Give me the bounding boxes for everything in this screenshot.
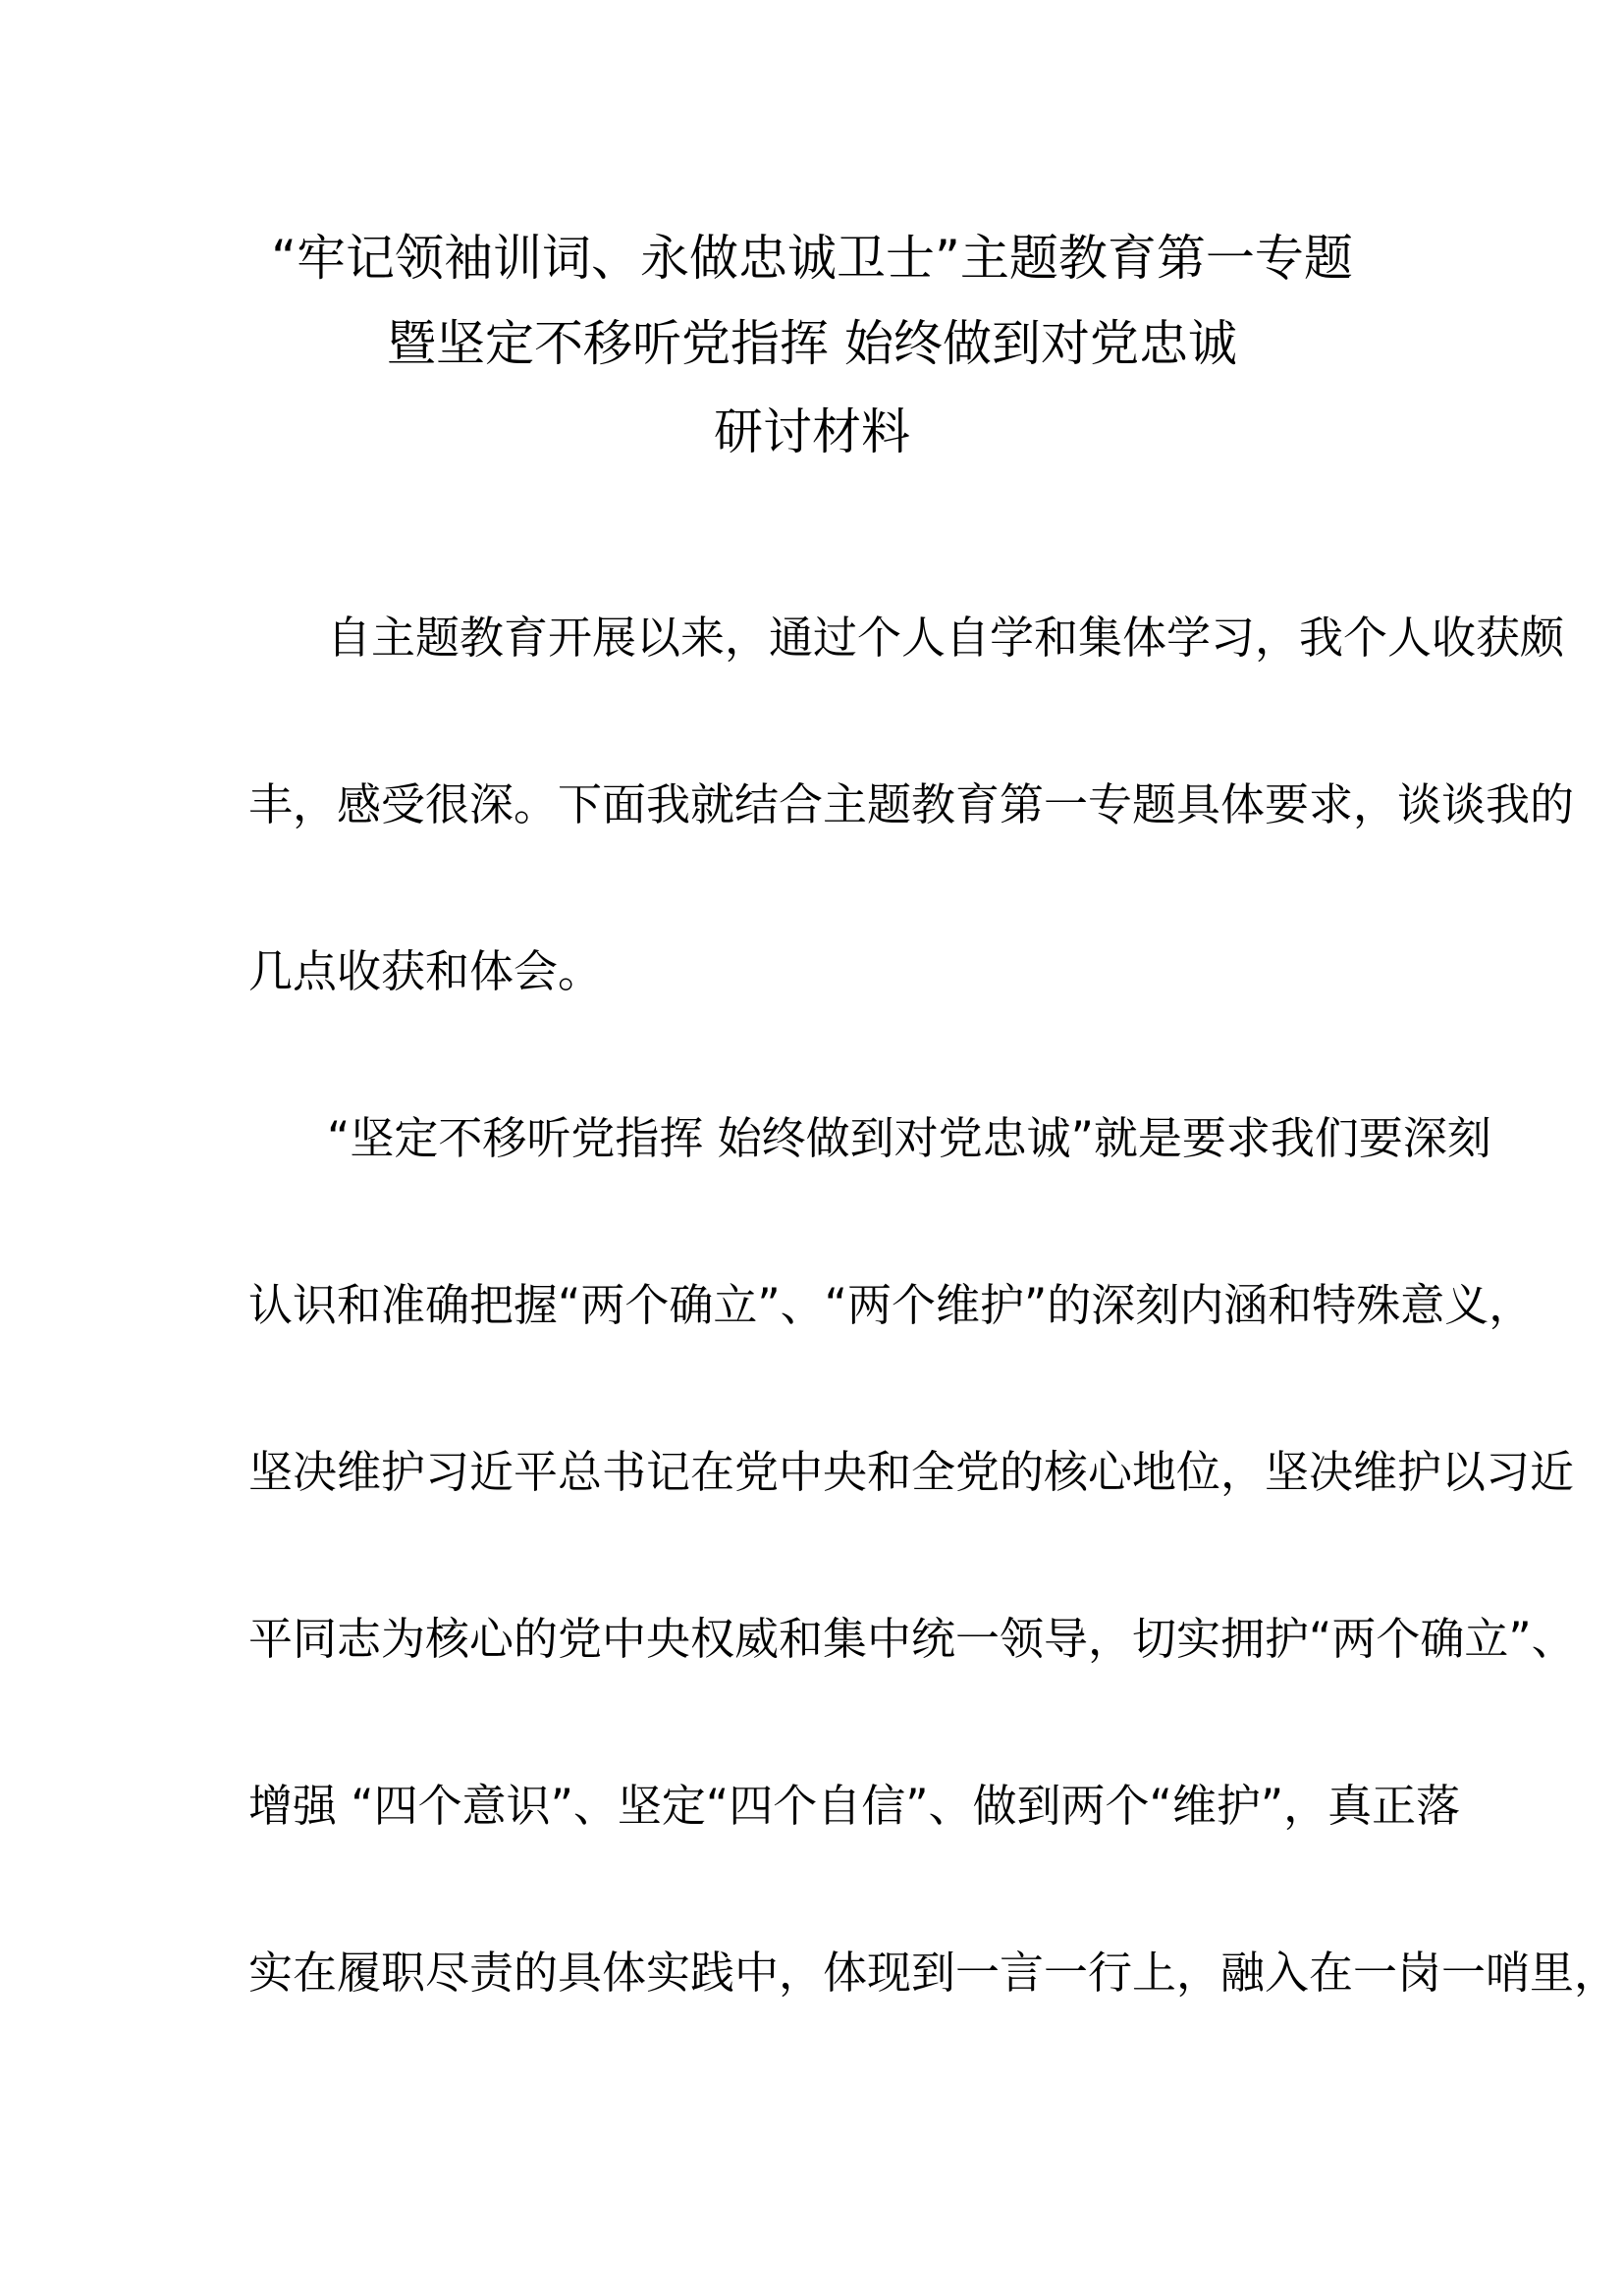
body-line: 认识和准确把握“两个确立”、“两个维护”的深刻内涵和特殊意义， bbox=[248, 1279, 1534, 1331]
body-line: 自主题教育开展以来，通过个人自学和集体学习，我个人收获颇 bbox=[327, 612, 1565, 664]
title-line-1: “牢记领袖训词、永做忠诚卫士”主题教育第一专题 bbox=[271, 230, 1353, 287]
title-line-3: 研讨材料 bbox=[714, 403, 910, 460]
title-line-2: 暨坚定不移听党指挥 始终做到对党忠诚 bbox=[387, 315, 1237, 372]
body-line: 丰，感受很深。下面我就结合主题教育第一专题具体要求，谈谈我的 bbox=[248, 778, 1575, 830]
body-line: 几点收获和体会。 bbox=[248, 945, 603, 997]
body-line: 平同志为核心的党中央权威和集中统一领导，切实拥护“两个确立”、 bbox=[248, 1613, 1576, 1665]
body-line: 增强 “四个意识”、坚定“四个自信”、做到两个“维护”，真正落 bbox=[248, 1780, 1461, 1832]
body-line: “坚定不移听党指挥 始终做到对党忠诚”就是要求我们要深刻 bbox=[327, 1112, 1491, 1164]
body-line: 实在履职尽责的具体实践中，体现到一言一行上，融入在一岗一哨里， bbox=[248, 1947, 1619, 1999]
body-line: 坚决维护习近平总书记在党中央和全党的核心地位，坚决维护以习近 bbox=[248, 1446, 1575, 1498]
